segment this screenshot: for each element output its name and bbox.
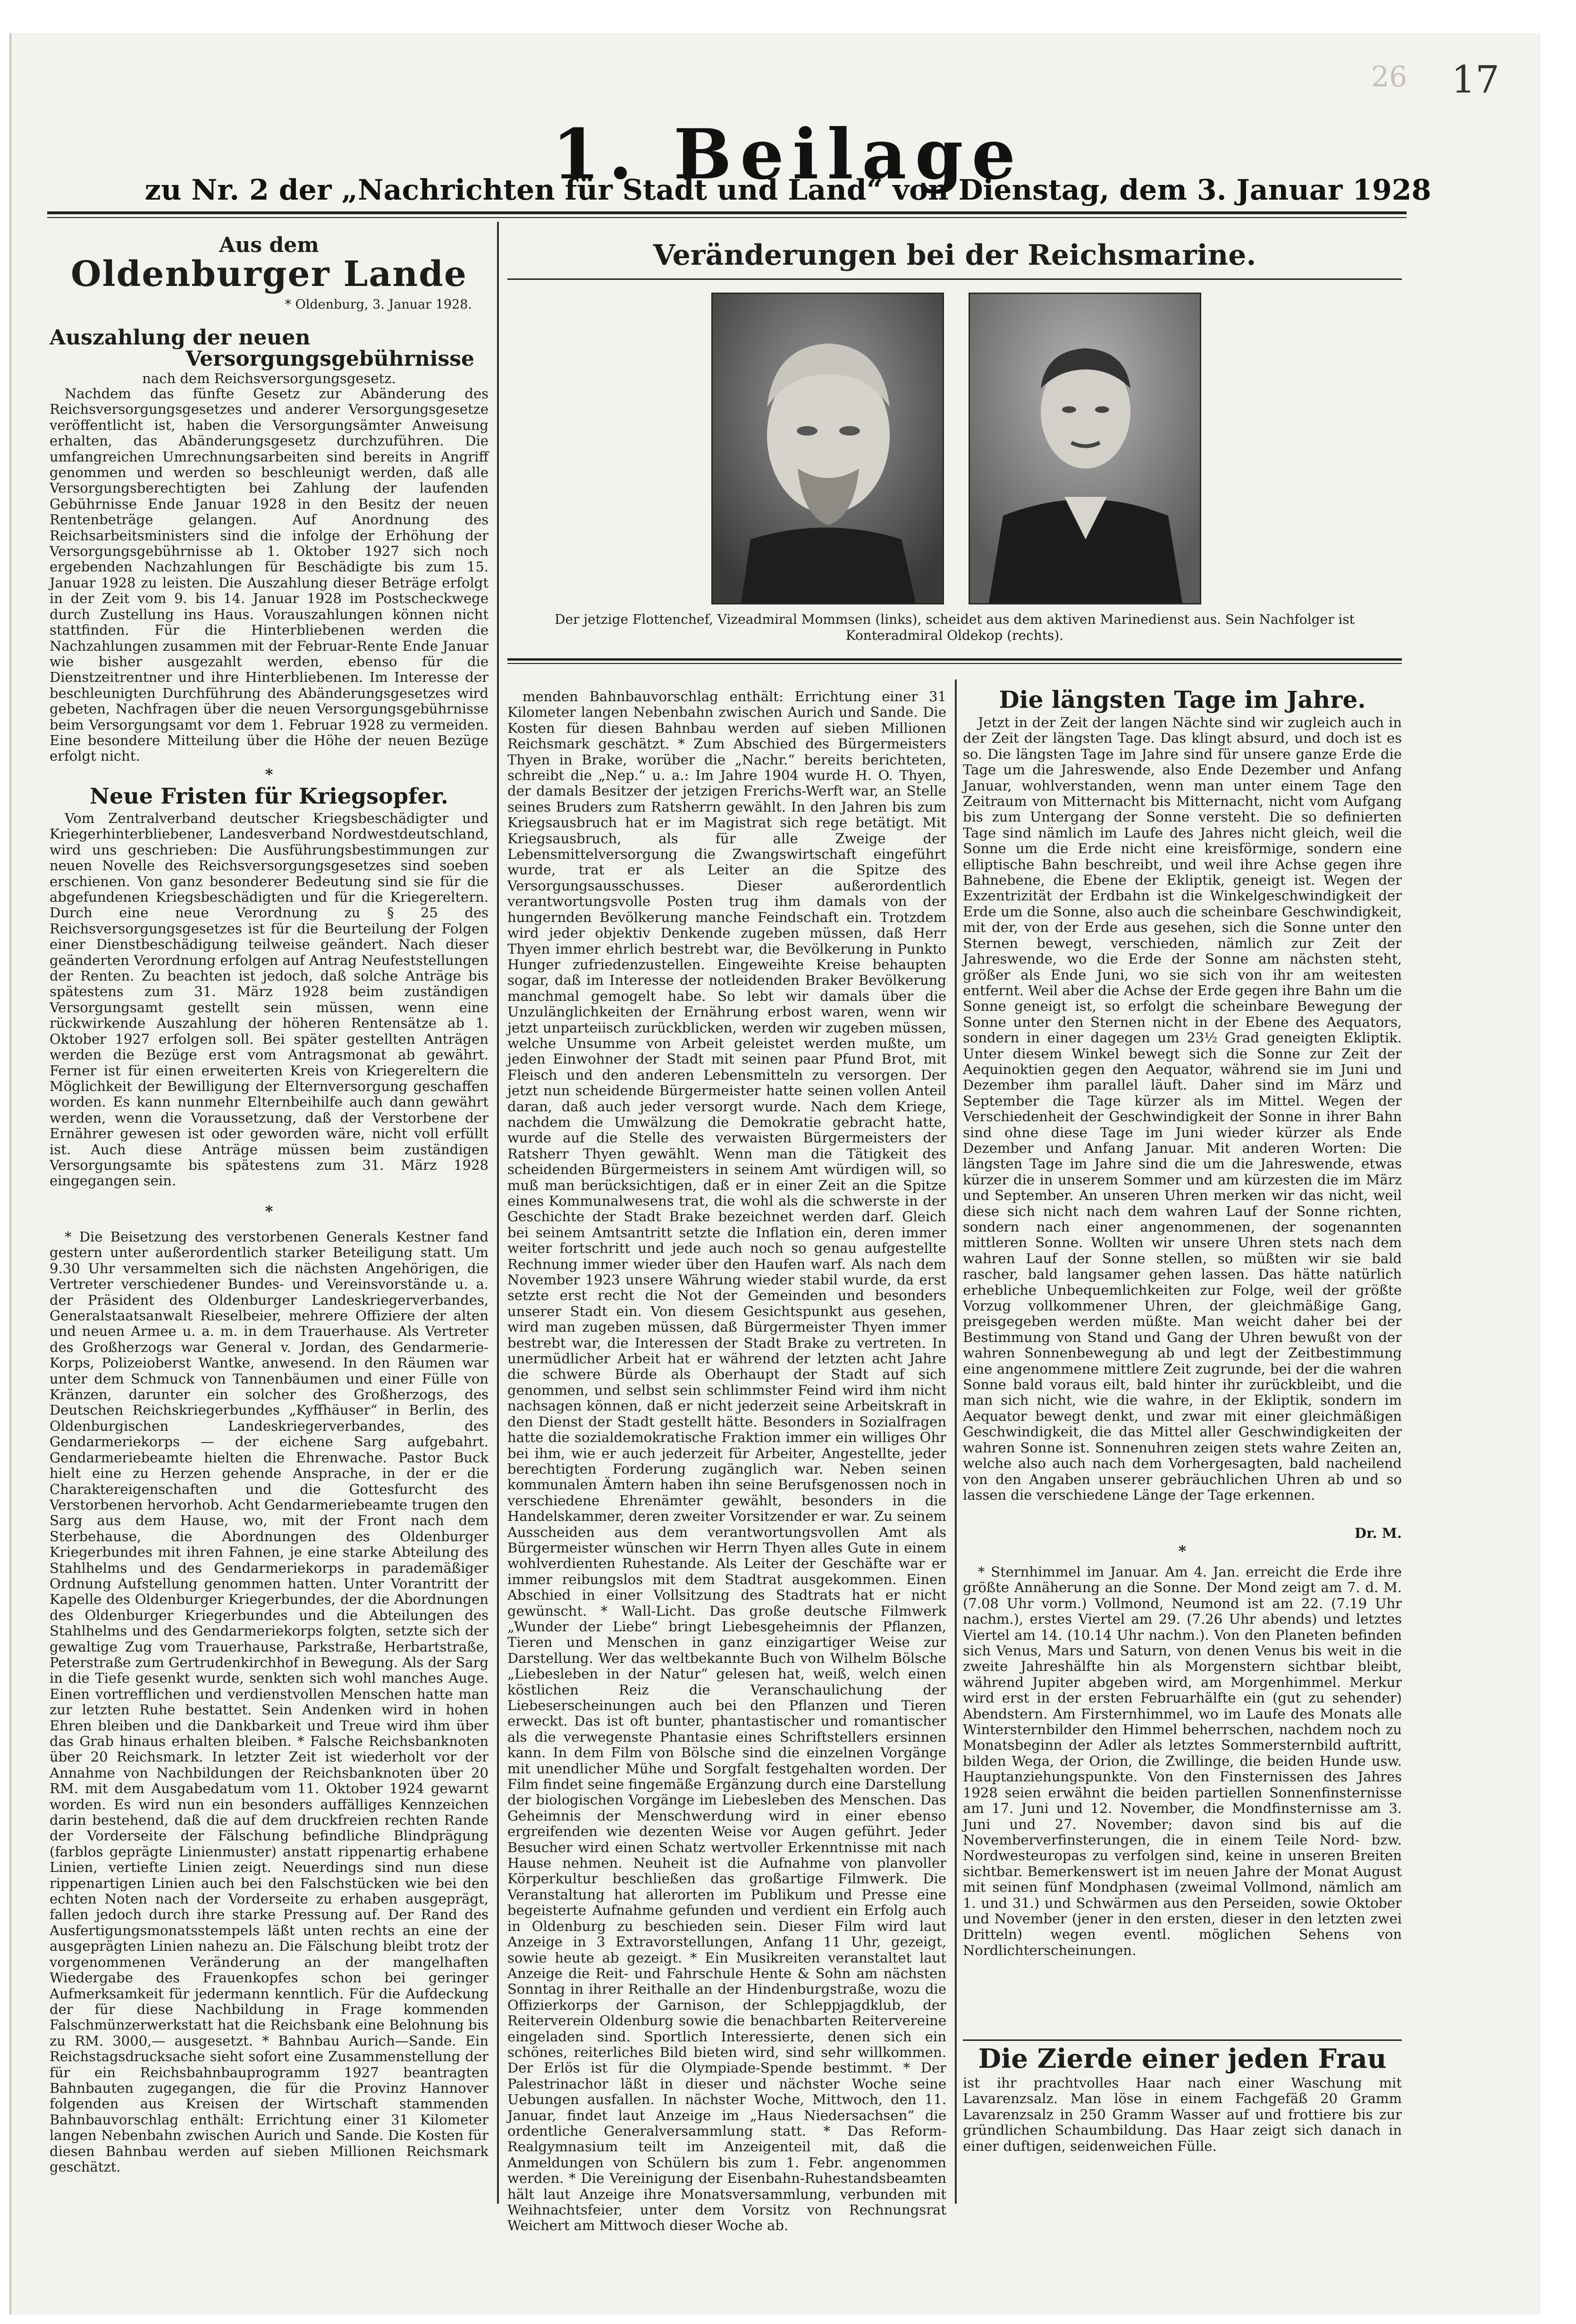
advert-body: ist ihr prachtvolles Haar nach einer Waschung mit Lavarenzsalz. Man löse in einem Fachgefäß 20 Gramm Lavarenzsalz in 250 Gramm Wasser auf und frottiere bis zur gründlichen Schaumbildung. Das Haar zeigt sich danach in einer duftigen, seidenweichen Fülle. — [963, 2075, 1402, 2154]
feature-bottom-rule — [507, 658, 1402, 661]
feature-bottom-rule-thin — [507, 663, 1402, 664]
column-divider-left — [497, 222, 499, 2204]
faint-page-number: 26 — [1371, 60, 1407, 93]
article-body-versorgung: Nachdem das fünfte Gesetz zur Abänderung des Reichsversorgungsgesetzes und anderer Versorgungsgesetze veröffentlicht ist, haben die Versorgungsämter Anweisung erhalten, das Abänderungsgesetz durchzuführen. Die umfangreichen Umrechnungsarbeiten sind bereits in Angriff genommen und werden so beschleunigt werden, daß alle Versorgungsberechtigten bei Zahlung der laufenden Gebührnisse Ende Januar 1928 in den Besitz der neuen Rentenbeträge gelangen. Auf Anordnung des Reichsarbeitsministers sind die infolge der Erhöhung der Versorgungsgebührnisse ab 1. Oktober 1927 sich noch ergebenden Nachzahlungen für Beschädigte bis zum 15. Januar 1928 zu leisten. Die Auszahlung dieser Beträge erfolgt in der Zeit vom 9. bis 14. Januar 1928 im Postscheckwege durch Zustellung ins Haus. Vorauszahlungen können nicht stattfinden. Für die Hinterbliebenen werden die Nachzahlungen zusammen mit der Februar-Rente Ende Januar wie bisher ausgezahlt werden, ebenso für die Dienstzeitrentner und ihre Hinterbliebenen. Im Interesse der beschleunigten Durchführung des Abänderungsgesetzes wird gebeten, Nachfragen über die neuen Versorgungsgebührnisse beim Versorgungsamt vor dem 1. Februar 1928 zu vermeiden. Eine besondere Mitteilung über die Höhe der neuen Bezüge erfolgt nicht. — [50, 386, 489, 764]
ad-rule — [963, 2039, 1402, 2041]
header-rule-thick — [47, 211, 1407, 214]
region-heading-pre: Aus dem — [219, 233, 319, 257]
article-headline-line2: Versorgungsgebührnisse — [185, 347, 474, 371]
article-headline-laengste-tage: Die längsten Tage im Jahre. — [999, 686, 1366, 713]
photo-caption: Der jetzige Flottenchef, Vizeadmiral Mommsen (links), scheidet aus dem aktiven Marinedienst aus. Sein Nachfolger ist Konteradmiral Oldekop (rechts). — [555, 612, 1355, 643]
article-subheadline: nach dem Reichsversorgungsgesetz. — [142, 370, 396, 386]
page-number: 17 — [1451, 58, 1500, 101]
article-headline-kriegsopfer: Neue Fristen für Kriegsopfer. — [90, 783, 448, 809]
local-news-body-middle: menden Bahnbauvorschlag enthält: Errichtung einer 31 Kilometer langen Nebenbahn zwischen Aurich und Sande. Die Kosten für diesen Bahnbau werden auf sieben Millionen Reichsmark geschätzt. * Zum Abschied des Bürgermeisters Thyen in Brake, worüber die „Nachr.“ bereits berichteten, schreibt die „Nep.“ u. a.: Im Jahre 1904 wurde H. O. Thyen, der damals Besitzer der jetzigen Frerichs-Werft war, an Stelle seines Bruders zum Ratsherrn gewählt. In den Jahren bis zum Kriegsausbruch hat er im Magistrat sich rege betätigt. Mit Kriegsausbruch, als für alle Zweige der Lebensmittelversorgung die Zwangswirtschaft eingeführt wurde, trat er als Leiter an die Spitze des Versorgungsausschusses. Dieser außerordentlich verantwortungsvolle Posten trug ihm damals von der hungernden Bevölkerung manche Feindschaft ein. Trotzdem wird jeder objektiv Denkende zugeben müssen, daß Herr Thyen immer ehrlich bestrebt war, die Bevölkerung in Punkto Hunger zufriedenzustellen. Eingeweihte Kreise behaupten sogar, daß im Interesse der notleidenden Braker Bevölkerung manchmal gemogelt habe. So lebt wir damals über die Unzulänglichkeiten der Ernährung erbost waren, wenn wir jetzt unparteiisch zurückblicken, werden wir zugeben müssen, welche Unsumme von Arbeit geleistet werden mußte, um jeden Einwohner der Stadt mit seinen paar Pfund Brot, mit Fleisch und den anderen Lebensmitteln zu versorgen. Der jetzt nun scheidende Bürgermeister hatte seinen vollen Anteil daran, daß auch jeder versorgt wurde. Nach dem Kriege, nachdem die Umwälzung die Demokratie gebracht hatte, wurde auf die Stelle des verwaisten Bürgermeisters der Ratsherr Thyen gewählt. Wenn man die Tätigkeit des scheidenden Bürgermeisters in seinem Amt würdigen will, so muß man berücksichtigen, daß er in einer Zeit an die Spitze eines Kommunalwesens trat, die wohl als die schwerste in der Geschichte der Stadt Brake bezeichnet werden darf. Gleich bei seinem Amtsantritt setzte die Inflation ein, deren immer weiter fortschritt und jede auch noch so genau aufgestellte Rechnung immer wieder über den Haufen warf. Als nach dem November 1923 unsere Währung wieder stabil wurde, da erst setzte erst recht die Not der Gemeinden und besonders unserer Stadt ein. Von diesem Gesichtspunkt aus gesehen, wird man zugeben müssen, daß Bürgermeister Thyen immer bestrebt war, die Interessen der Stadt Brake zu vertreten. In unermüdlicher Arbeit hat er während der letzten acht Jahre die schwere Bürde als Oberhaupt der Stadt auf sich genommen, und selbst sein schlimmster Feind wird ihm nicht nachsagen können, daß er nicht jederzeit seine Arbeitskraft in den Dienst der Stadt gestellt hätte. Besonders in Sozialfragen hatte die sozialdemokratische Fraktion immer ein williges Ohr bei ihm, wie er auch jederzeit für Arbeiter, Angestellte, jeder berechtigten Forderung zugänglich war. Neben seinen kommunalen Ämtern haben ihn seine Berufsgenossen noch in verschiedene Ehrenämter gewählt, besonders in die Handelskammer, deren zweiter Vorsitzender er war. Zu seinem Ausscheiden aus dem verantwortungsvollen Amt als Bürgermeister wünschen wir Herrn Thyen alles Gute in einem wohlverdienten Ruhestande. Als Leiter der Geschäfte war er immer reibungslos mit dem Stadtrat ausgekommen. Einen Abschied in einer Vollsitzung des Stadtrats hat er nicht gewünscht. * Wall-Licht. Das große deutsche Filmwerk „Wunder der Liebe“ bringt Liebesgeheimnis der Pflanzen, Tieren und Menschen in ganz einzigartiger Weise zur Darstellung. Wer das weltbekannte Buch von Wilhelm Bölsche „Liebesleben in der Natur“ gelesen hat, weiß, welch einen köstlichen Reiz die Veranschaulichung der Liebeserscheinungen auch bei den Pflanzen und Tieren erweckt. Das ist oft bunter, phantastischer und romantischer als die verwegenste Phantasie eines Schriftstellers ersinnen kann. In dem Film von Bölsche sind die einzelnen Vorgänge mit unendlicher Mühe und Sorgfalt festgehalten worden. Der Film findet seine fingemäße Ergänzung durch eine Darstellung der biologischen Vorgänge im Liebesleben des Menschen. Das Geheimnis der Menschwerdung wird in einer ebenso ergreifenden wie dezenten Weise vor Augen geführt. Jeder Besucher wird einen Schatz wertvoller Erkenntnisse mit nach Hause nehmen. Neuheit ist die Aufnahme von planvoller Körperkultur beschließen das großartige Filmwerk. Die Veranstaltung hat allerorten im Publikum und Presse eine begeisterte Aufnahme gefunden und verdient ein Erfolg auch in Oldenburg zu beschieden sein. Dieser Film wird laut Anzeige in 3 Extravorstellungen, Anfang 11 Uhr, gezeigt, sowie heute ab gezeigt. * Ein Musikreiten veranstaltet laut Anzeige die Reit- und Fahrschule Hente & Sohn am nächsten Sonntag in ihrer Reithalle an der Hindenburgstraße, wozu die Offizierkorps der Garnison, der Schleppjagdklub, der Reiterverein Oldenburg sowie die benachbarten Reitervereine eingeladen sind. Sportlich Interessierte, denen sich ein schönes, reiterliches Bild bieten wird, sind sehr willkommen. Der Erlös ist für die Olympiade-Spende bestimmt. * Der Palestrinachor läßt in dieser und nächster Woche seine Uebungen ausfallen. In nächster Woche, Mittwoch, den 11. Januar, findet laut Anzeige im „Haus Niedersachsen“ die ordentliche Generalversammlung statt. * Das Reform-Realgymnasium teilt im Anzeigenteil mit, daß die Anmeldungen von Schülern bis zum 1. Febr. angenommen werden. * Die Vereinigung der Eisenbahn-Ruhestandsbeamten hält laut Anzeige ihre Monatsversammlung, verbunden mit Weihnachtsfeier, unter dem Vorsitz von Rechnungsrat Weichert am Mittwoch dieser Woche ab. — [507, 688, 946, 2234]
section-separator: * — [1178, 1542, 1187, 1560]
dateline: * Oldenburg, 3. Januar 1928. — [285, 297, 472, 312]
article-body-sternhimmel: * Sternhimmel im Januar. Am 4. Jan. erreicht die Erde ihre größte Annäherung an die Sonne. Der Mond zeigt am 7. d. M. (7.08 Uhr vorm.) Vollmond, Neumond ist am 22. (7.19 Uhr nachm.), erstes Viertel am 29. (7.26 Uhr abends) und letztes Viertel am 14. (10.14 Uhr nachm.). Von den Planeten befinden sich Venus, Mars und Saturn, von denen Venus bis weit in die zweite Jahreshälfte hin als Morgenstern sichtbar bleibt, während Jupiter abgeben wird, am Morgenhimmel. Merkur wird erst in der ersten Februarhälfte ein (gut zu sehender) Abendstern. Am Firsternhimmel, wo im Laufe des Monats alle Wintersternbilder den Himmel beherrschen, nachdem noch zu Monatsbeginn der Adler als letztes Sommersternbild auftritt, bilden Wega, der Orion, die Zwillinge, die beiden Hunde usw. Hauptanziehungspunkte. Von den Finsternissen des Jahres 1928 seien erwähnt die beiden partiellen Sonnenfinsternisse am 17. Juni und 12. November, die Mondfinsternisse am 3. Juni und 27. November; davon sind bis auf die Novemberverfinsterungen, die in einem Teile Nord- bzw. Nordwesteuropas zu verfolgen sind, keine in unseren Breiten sichtbar. Bemerkenswert ist im neuen Jahre der Monat August mit seinen fünf Mondphasen (zweimal Vollmond, nämlich am 1. und 31.) und Schwärmen aus den Perseiden, sowie Oktober und November (jener in den ersten, dieser in den letzten zwei Dritteln) wegen eventl. möglichen Sehens von Nordlichterscheinungen. — [963, 1564, 1402, 1958]
section-separator: * — [265, 1202, 273, 1220]
section-separator: * — [265, 765, 273, 783]
portrait-photo-right — [969, 293, 1201, 604]
article-body-kriegsopfer: Vom Zentralverband deutscher Kriegsbeschädigter und Kriegerhinterbliebener, Landesverband Nordwestdeutschland, wird uns geschrieben: Die Ausführungsbestimmungen zur neuen Novelle des Reichsversorgungsgesetzes sind soeben erschienen. Von ganz besonderer Bedeutung sind sie für die abgefundenen Kriegsbeschädigten und für die Kriegereltern. Durch eine neue Verordnung zu § 25 des Reichsversorgungsgesetzes ist für die Beurteilung der Folgen einer Dienstbeschädigung teilweise geändert. Nach dieser geänderten Verordnung erfolgen auf Antrag Neufeststellungen der Renten. Zu beachten ist jedoch, daß solche Anträge bis spätestens zum 31. März 1928 beim zuständigen Versorgungsamt gestellt sein müssen, wenn eine rückwirkende Auszahlung der höheren Rentensätze ab 1. Oktober 1927 erfolgen soll. Bei später gestellten Anträgen werden die Bezüge erst vom Antragsmonat ab gewährt. Ferner ist für einen erweiterten Kreis von Kriegereltern die Möglichkeit der Bewilligung der Elternversorgung geschaffen worden. Es kann nunmehr Elternbeihilfe auch dann gewährt werden, wenn die Voraussetzung, daß der Verstorbene der Ernährer gewesen ist oder geworden wäre, nicht voll erfüllt ist. Auch diese Anträge müssen beim zuständigen Versorgungsamte bis spätestens zum 31. März 1928 eingegangen sein. — [50, 810, 489, 1189]
article-body-laengste-tage: Jetzt in der Zeit der langen Nächte sind wir zugleich auch in der Zeit der längsten Tage. Das klingt absurd, und doch ist es so. Die längsten Tage im Jahre sind für unsere ganze Erde die Tage um die Jahreswende, also Ende Dezember und Anfang Januar, wohlverstanden, wenn man unter einem Tage den Zeitraum von Mitternacht bis Mitternacht, nicht vom Aufgang bis zum Untergang der Sonne versteht. Die so definierten Tage sind nämlich im Laufe des Jahres nicht gleich, weil die Sonne um die Erde nicht eine kreisförmige, sondern eine elliptische Bahn beschreibt, und weil ihre Achse gegen ihre Bahnebene, die Ebene der Ekliptik, geneigt ist. Wegen der Exzentrizität der Erdbahn ist die Winkelgeschwindigkeit der Erde um die Sonne, also auch die scheinbare Geschwindigkeit, mit der, von der Erde aus gesehen, sich die Sonne unter den Sternen bewegt, verschieden, nämlich zur Zeit der Jahreswende, wo die Erde der Sonne am nächsten steht, größer als Ende Juni, wo sie sich von ihr am weitesten entfernt. Weil aber die Achse der Erde gegen ihre Bahn um die Sonne geneigt ist, so erfolgt die scheinbare Bewegung der Sonne unter den Sternen nicht in der Ebene des Aequators, sondern in einer dagegen um 23½ Grad geneigten Ekliptik. Unter diesem Winkel bewegt sich die Sonne zur Zeit der Aequinoktien gegen den Aequator, während sie im Juni und Dezember ihm parallel läuft. Daher sind im März und September die Tage kürzer als im Mittel. Wegen der Verschiedenheit der Geschwindigkeit der Sonne in ihrer Bahn sind ohne diese Tage im Juni wieder kürzer als Ende Dezember und Anfang Januar. Mit anderen Worten: Die längsten Tage im Jahre sind die um die Jahreswende, etwas kürzer die in unserem Sommer und am kürzesten die im März und September. An unseren Uhren merken wir das nicht, weil diese sich nicht nach dem wahren Lauf der Sonne richten, sondern nach einer angenommenen, der sogenannten mittleren Sonne. Wollten wir unsere Uhren stets nach dem wahren Lauf der Sonne stellen, so müßten wir sie bald rascher, bald langsamer gehen lassen. Das hätte natürlich erhebliche Unbequemlichkeiten zur Folge, weil der größte Vorzug vollkommener Uhren, der gleichmäßige Gang, preisgegeben werden müßte. Man weicht daher bei der Bestimmung von Stand und Gang der Uhren bewußt von der wahren Sonnenbewegung ab und legt der Zeitbestimmung eine angenommene mittlere Zeit zugrunde, bei der die wahren Sonne bald voraus eilt, bald hinter ihr zurückbleibt, und die man sich nicht, wie die wahre, in der Ekliptik, sondern im Aequator bewegt denkt, und zwar mit einer gleichmäßigen Geschwindigkeit, die das Mittel aller Geschwindigkeiten der wahren Sonne ist. Sonnenuhren zeigen stets wahre Zeiten an, welche also auch nach dem Vorhergesagten, bald nacheilend von den Angaben unserer gebräuchlichen Uhren ab und so lassen die verschiedene Länge der Tage erkennen. — [963, 714, 1402, 1503]
local-news-body-left: * Die Beisetzung des verstorbenen Generals Kestner fand gestern unter außerordentlich starker Beteiligung statt. Um 9.30 Uhr versammelten sich die nächsten Angehörigen, die Vertreter verschiedener Bundes- und Vereinsvorstände u. a. der Präsident des Oldenburger Landeskriegerverbandes, Generalstaatsanwalt Rieselbeier, mehrere Offiziere der alten und neuen Armee u. a. m. in dem Trauerhause. Als Vertreter des Großherzogs war General v. Jordan, des Gendarmerie-Korps, Polizeioberst Wantke, anwesend. In den Räumen war unter dem Schmuck von Tannenbäumen und einer Fülle von Kränzen, darunter ein solcher des Großherzogs, des Deutschen Reichskriegerbundes „Kyffhäuser“ in Berlin, des Oldenburgischen Landeskriegerverbandes, des Gendarmeriekorps — der eichene Sarg aufgebahrt. Gendarmeriebeamte hielten die Ehrenwache. Pastor Buck hielt eine zu Herzen gehende Ansprache, in der er die Charaktereigenschaften und die Gottesfurcht des Verstorbenen hervorhob. Acht Gendarmeriebeamte trugen den Sarg aus dem Hause, wo, mit der Front nach dem Sterbehause, die Abordnungen des Oldenburger Kriegerbundes mit ihren Fahnen, je eine starke Abteilung des Stahlhelms und des Gendarmeriekorps in parademäßiger Ordnung Aufstellung genommen hatten. Unter Vorantritt der Kapelle des Oldenburger Kriegerbundes, der die Abordnungen des Oldenburger Kriegerbundes und die Abteilungen des Stahlhelms und des Gendarmeriekorps folgten, setzte sich der gewaltige Zug vom Trauerhause, Parkstraße, Herbartstraße, Peterstraße zum Gertrudenkirchhof in Bewegung. Als der Sarg in die Tiefe gesenkt wurde, senkten sich wohl manches Auge. Einen vortrefflichen und verdienstvollen Menschen hatte man zur letzten Ruhe bestattet. Sein Andenken wird in hohen Ehren bleiben und die Dankbarkeit und Treue wird ihm über das Grab hinaus erhalten bleiben. * Falsche Reichsbanknoten über 20 Reichsmark. In letzter Zeit ist wiederholt vor der Annahme von Nachbildungen der Reichsbanknoten über 20 RM. mit dem Ausgabedatum vom 11. Oktober 1924 gewarnt worden. Es wird nun ein besonders auffälliges Kennzeichen darin bestehend, daß die auf dem druckfreien rechten Rande der Vorderseite der Fälschung befindliche Blindprägung (farblos geprägte Linienmuster) anstatt rippenartig erhabene Linien, vertiefte Linien zeigt. Neuerdings sind nun diese rippenartigen Linien auch bei den Falschstücken wie bei den echten Noten nach der Vorderseite zu erhaben ausgeprägt, fallen jedoch durch ihre starke Pressung auf. Der Rand des Ausfertigungsmonatsstempels läßt unten rechts an eine der ausgeprägten Linien nahezu an. Die Fälschung bleibt trotz der vorgenommenen Veränderung an der mangelhaften Wiedergabe des Frauenkopfes schon bei geringer Aufmerksamkeit für jedermann kenntlich. Für die Aufdeckung der für diese Nachbildung in Frage kommenden Falschmünzerwerkstatt hat die Reichsbank eine Belohnung bis zu RM. 3000,— ausgesetzt. * Bahnbau Aurich—Sande. Ein Reichstagsdrucksache sieht sofort eine Zusammenstellung der für ein Reichsbahnbauprogramm 1927 beantragten Bahnbauten zugegangen, die für die Provinz Hannover folgenden aus Kreisen der Wirtschaft stammenden Bahnbauvorschlag enthält: Errichtung einer 31 Kilometer langen Nebenbahn zwischen Aurich und Sande. Die Kosten für diesen Bahnbau werden auf sieben Millionen Reichsmark geschätzt. — [50, 1229, 489, 2175]
article-author: Dr. M. — [1354, 1525, 1402, 1541]
supplement-subtitle: zu Nr. 2 der „Nachrichten für Stadt und Land“ von Dienstag, dem 3. Januar 1928 — [144, 174, 1432, 207]
portrait-photo-left — [711, 293, 944, 604]
article-headline-line1: Auszahlung der neuen — [50, 326, 311, 350]
column-divider-right — [955, 680, 957, 2204]
region-heading: Oldenburger Lande — [71, 254, 467, 294]
advert-headline: Die Zierde einer jeden Frau — [978, 2043, 1387, 2074]
feature-rule — [507, 278, 1402, 280]
supplement-title: 1. Beilage — [552, 114, 1024, 195]
feature-headline: Veränderungen bei der Reichsmarine. — [653, 239, 1256, 272]
header-rule-thin — [47, 217, 1407, 218]
